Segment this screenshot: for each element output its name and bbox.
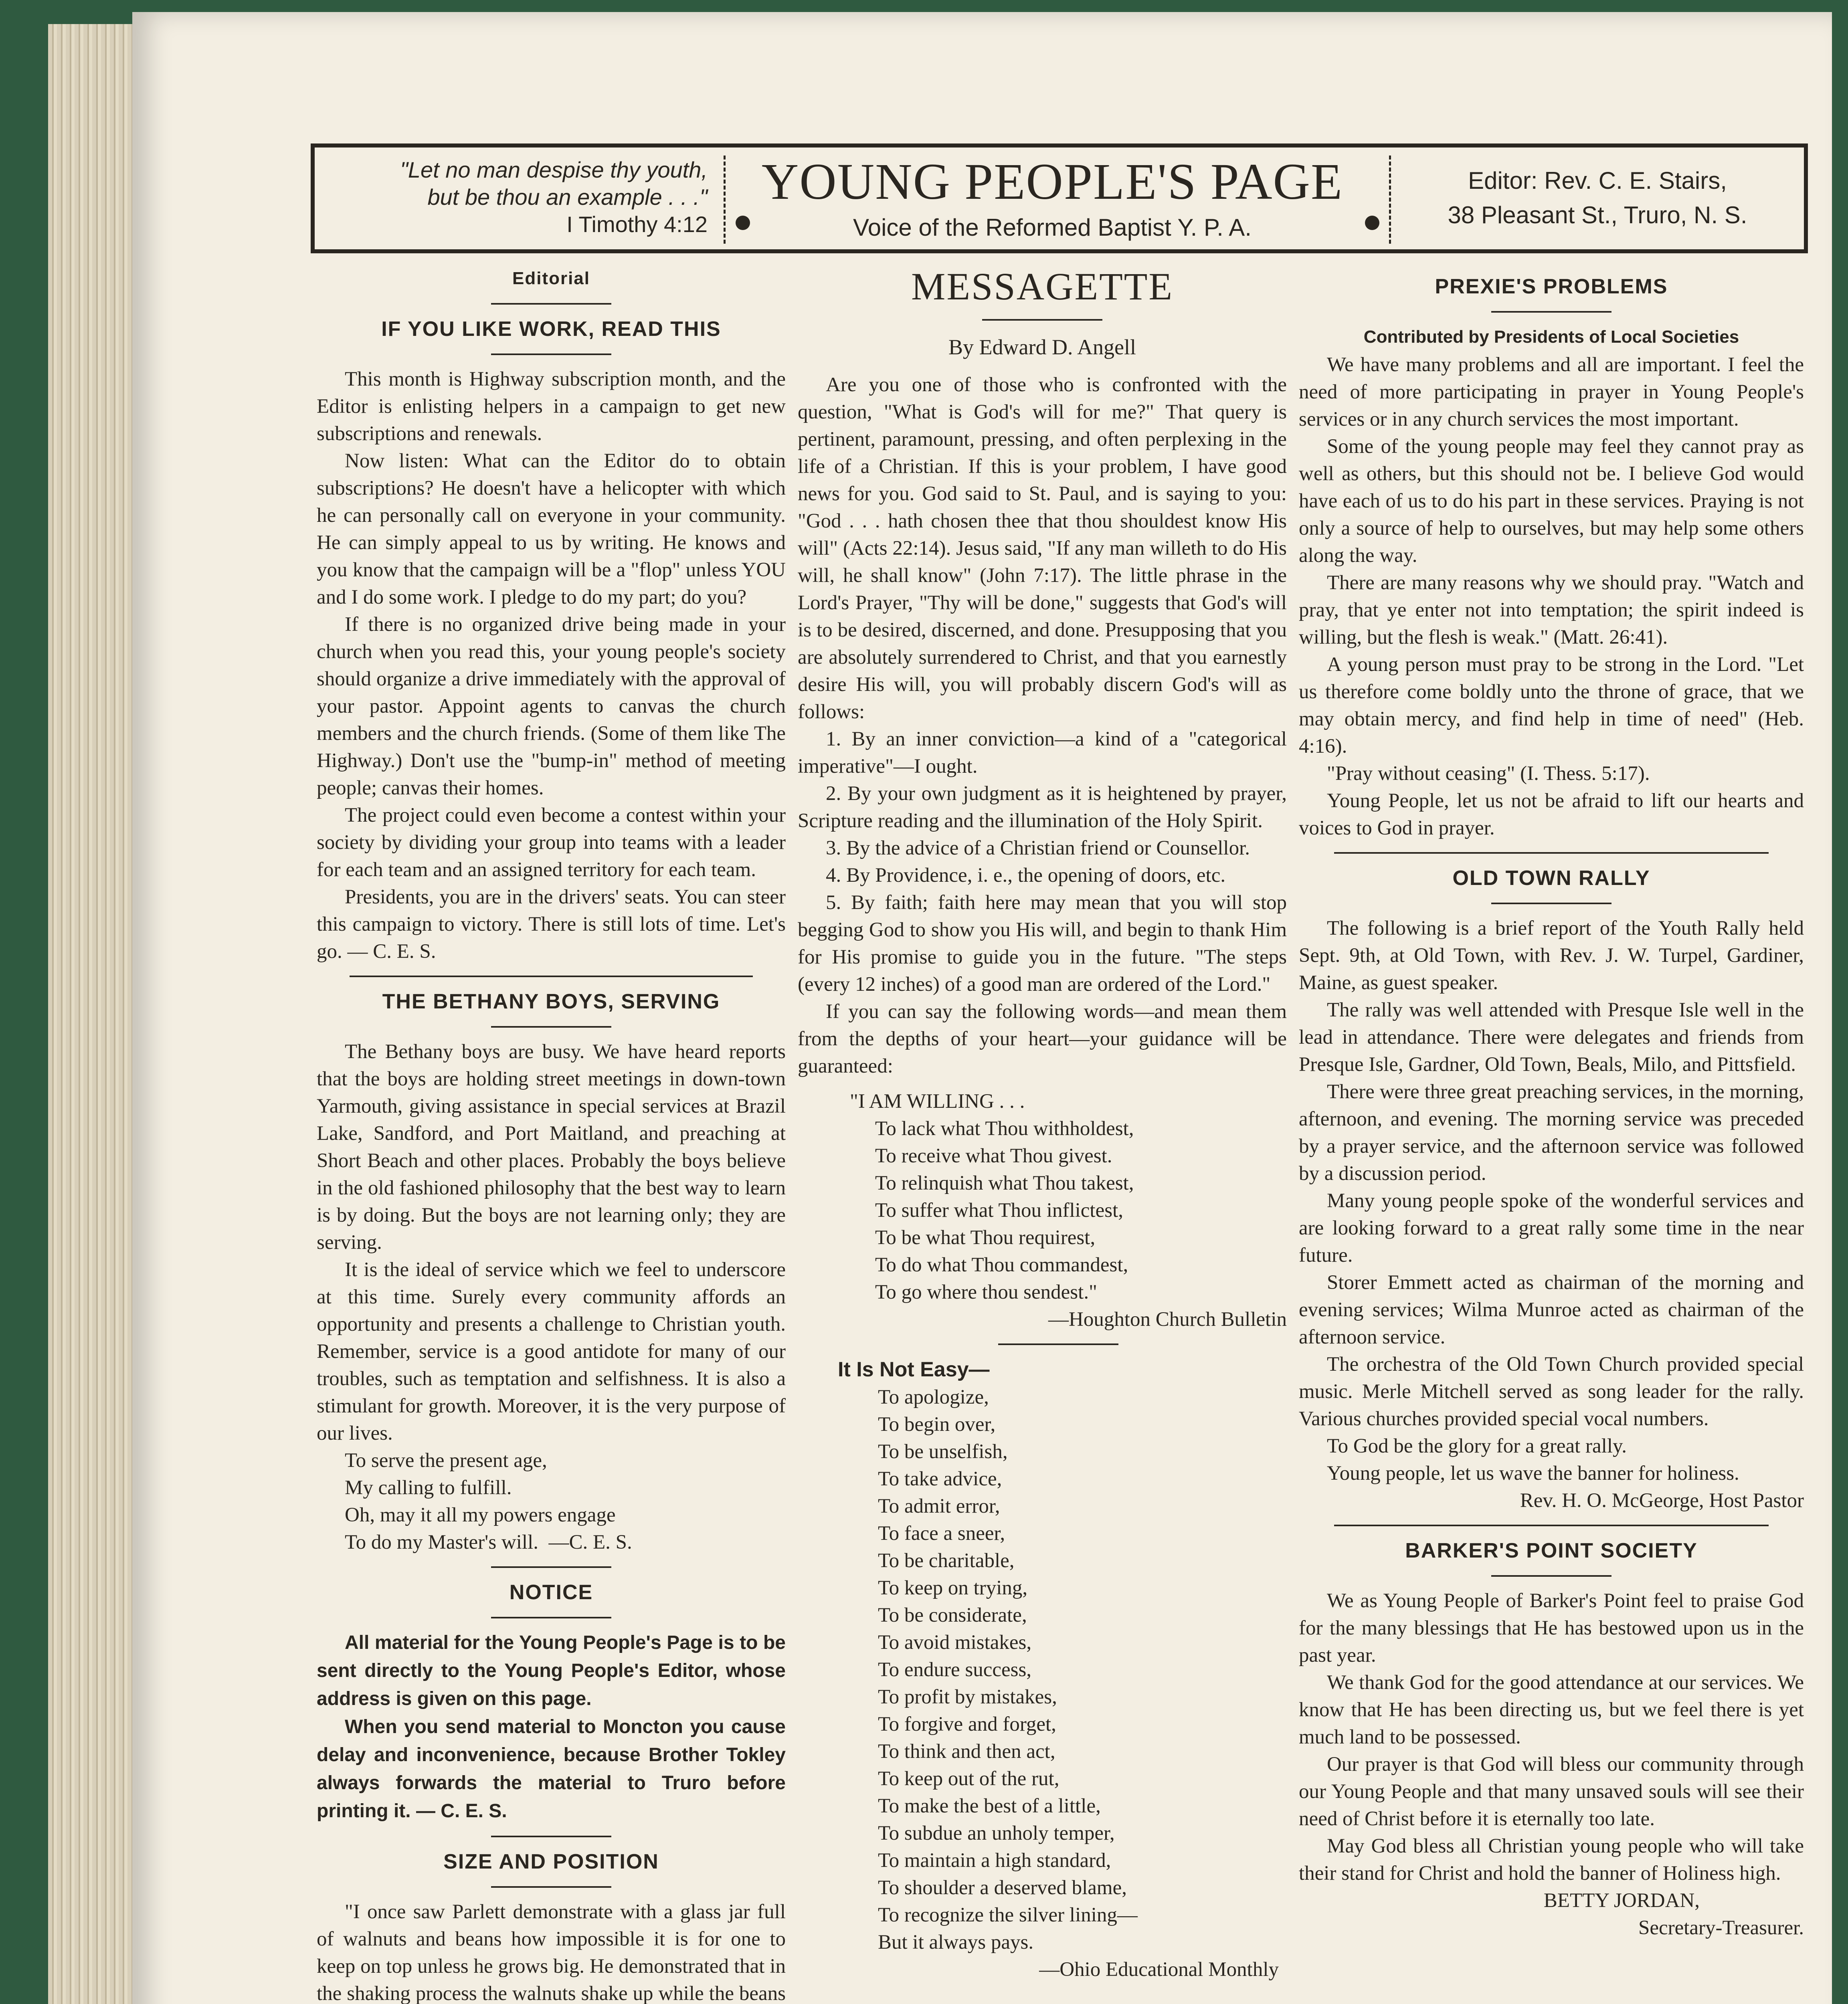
paragraph: May God bless all Christian young people who will take their stand for Christ and hold the banner of Holiness high. [1299, 1835, 1804, 1885]
paragraph: The rally was well attended with Presque Isle well in the lead in attendance. There were delegates and friends from Presque Isle, Gardner, Old Town, Beals, Milo, and Pittsfield. [1299, 999, 1804, 1076]
rule [491, 303, 611, 305]
rule [491, 1026, 611, 1028]
section-label: Editorial [512, 269, 590, 288]
list-item: 4. By Providence, i. e., the opening of doors, etc. [826, 864, 1226, 887]
rule [1491, 311, 1611, 313]
heading-old-town-rally: OLD TOWN RALLY [1452, 867, 1650, 890]
heading-if-you-like-work: IF YOU LIKE WORK, READ THIS [381, 317, 721, 341]
paragraph: Young People, let us not be afraid to lift our hearts and voices to God in prayer. [1299, 790, 1804, 839]
paragraph: Young people, let us wave the banner for holiness. [1327, 1462, 1739, 1485]
paragraph: The following is a brief report of the Youth Rally held Sept. 9th, at Old Town, with Rev. J. W. Turpel, Gardiner, Maine, as guest speaker. [1299, 917, 1804, 994]
paragraph: We as Young People of Barker's Point feel to praise God for the many blessings that He has bestowed upon us in the past year. [1299, 1590, 1804, 1667]
paragraph: "Pray without ceasing" (I. Thess. 5:17). [1327, 762, 1650, 785]
paragraph: Many young people spoke of the wonderful services and are looking forward to a great rally some time in the near future. [1299, 1190, 1804, 1267]
poem-serve: To serve the present age, My calling to fulfill. Oh, may it all my powers engage To do my Master's will. —C. E. S. [345, 1449, 632, 1554]
masthead-title-block [728, 152, 1377, 244]
paragraph: The orchestra of the Old Town Church provided special music. Merle Mitchell served as song leader for the rally. Various churches provided special vocal numbers. [1299, 1353, 1804, 1430]
paragraph: "I once saw Parlett demonstrate with a glass jar full of walnuts and beans how impossible it is for one to keep on top unless he grows big. He demonstrated that in the shaking process the walnuts shake up while the beans [317, 1901, 786, 2004]
poem-it-is-not-easy: To apologize, To begin over, To be unselfish, To take advice, To admit error, To face a sneer, To be charitable, To keep on trying, To be considerate, To avoid mistakes, To endure success, To profit by mistakes, To forgive and forget, To think and then act, To keep out of the rut, To make the best of a little, To subdue an unholy temper, To maintain a high standard, To shoulder a deserved blame, To recognize the silver lining— But it always pays. [878, 1386, 1138, 1953]
poem-i-am-willing: "I AM WILLING . . . To lack what Thou withholdest, To receive what Thou givest. To relinquish what Thou takest, To suffer what Thou inflictest, To be what Thou requirest, To do what Thou commandest, To go where thou sendest." [850, 1090, 1134, 1303]
page-title: YOUNG PEOPLE'S PAGE [761, 153, 1343, 210]
heading-notice: NOTICE [509, 1581, 593, 1604]
column-prexies-problems [1299, 265, 1804, 1941]
rule [491, 1617, 611, 1618]
paragraph: We thank God for the good attendance at our services. We know that He has been directing us, but we feel there is yet much land to be possessed. [1299, 1671, 1804, 1748]
signature: BETTY JORDAN, [1543, 1889, 1700, 1912]
heading-it-is-not-easy: It Is Not Easy— [838, 1358, 990, 1381]
list-item: 5. By faith; faith here may mean that you will stop begging God to show you His will, and begin to thank Him for His promise to guide you in the future. "The steps (every 12 inches) of a good man are ordered of the Lord." [798, 891, 1287, 996]
attribution: —Houghton Church Bulletin [1048, 1308, 1287, 1331]
masthead [311, 143, 1808, 253]
paragraph: There were three great preaching services, in the morning, afternoon, and evening. The morning service was preceded by a prayer service, and the afternoon service was followed by a discussion period. [1299, 1081, 1804, 1185]
paragraph: There are many reasons why we should pray. "Watch and pray, that ye enter not into temptation; the spirit indeed is willing, but the flesh is weak." (Matt. 26:41). [1299, 572, 1804, 648]
column-editorial [317, 265, 786, 2004]
notice-paragraph: When you send material to Moncton you cause delay and inconvenience, because Brother Tokley always forwards the material to Truro before printing it. — C. E. S. [317, 1716, 786, 1822]
list-item: 1. By an inner conviction—a kind of a "categorical imperative"—I ought. [798, 728, 1287, 778]
paragraph: Now listen: What can the Editor do to obtain subscriptions? He doesn't have a helicopter with which he can personally call on everyone in your community. He can simply appeal to us by writing. He knows and you know that the campaign will be a "flop" unless YOU and I do some work. I pledge to do my part; do you? [317, 450, 786, 608]
paragraph: To God be the glory for a great rally. [1327, 1435, 1627, 1457]
heading-barkers-point: BARKER'S POINT SOCIETY [1405, 1539, 1698, 1562]
heading-messagette: MESSAGETTE [911, 265, 1173, 308]
rule [491, 1886, 611, 1888]
contributed-note: Contributed by Presidents of Local Societies [1363, 327, 1739, 347]
divider-left [716, 156, 726, 244]
rule [1491, 903, 1611, 904]
rule [1334, 1525, 1769, 1526]
notice-block [317, 1629, 786, 1825]
attribution: —Ohio Educational Monthly [1039, 1958, 1279, 1981]
rule [491, 1836, 611, 1837]
heading-size-and-position: SIZE AND POSITION [443, 1850, 659, 1873]
signature: Secretary-Treasurer. [1638, 1917, 1804, 1939]
paragraph: We have many problems and all are important. I feel the need of more participating in prayer in Young People's services or in any church services the most important. [1299, 354, 1804, 430]
notice-paragraph: All material for the Young People's Page is to be sent directly to the Young People's Editor, whose address is given on this page. [317, 1632, 786, 1709]
paragraph: This month is Highway subscription month, and the Editor is enlisting helpers in a campaign to get new subscriptions and renewals. [317, 368, 786, 445]
page-subtitle: Voice of the Reformed Baptist Y. P. A. [853, 214, 1252, 241]
paragraph: The project could even become a contest within your society by dividing your group into teams with a leader for each team and an assigned territory for each team. [317, 804, 786, 881]
paragraph: It is the ideal of service which we feel to underscore at this time. Surely every community affords an opportunity and presents a challenge to Christian youth. Remember, service is a good antidote for many of our troubles, such as temptation and selfishness. It is also a stimulant for growth. Moreover, it is the very purpose of our lives. [317, 1259, 786, 1444]
list-item: 2. By your own judgment as it is heightened by prayer, Scripture reading and the illumination of the Holy Spirit. [798, 782, 1287, 832]
signature: Rev. H. O. McGeorge, Host Pastor [1520, 1489, 1804, 1512]
rule [491, 1566, 611, 1568]
rule [982, 319, 1102, 321]
masthead-editor: Editor: Rev. C. E. Stairs, 38 Pleasant St., Truro, N. S. [1448, 167, 1747, 228]
byline: By Edward D. Angell [948, 335, 1136, 359]
paragraph: If there is no organized drive being made in your church when you read this, your young people's society should organize a drive immediately with the approval of your pastor. Appoint agents to canvas the church members and the church friends. (Some of them like The Highway.) Don't use the "bump-in" method of meeting people; canvas their homes. [317, 613, 786, 799]
masthead-verse: "Let no man despise thy youth, but be thou an example . . ." I Timothy 4:12 [400, 157, 708, 237]
paragraph: Are you one of those who is confronted with the question, "What is God's will for me?" That query is pertinent, paramount, pressing, and often perplexing in the life of a Christian. If this is your problem, I have good news for you. God said to St. Paul, and is saying to you: "God . . . hath chosen thee that thou shouldest know His will" (Acts 22:14). Jesus said, "If any man willeth to do His will, he shall know" (John 7:17). The little phrase in the Lord's Prayer, "Thy will be done," suggests that God's will is to be desired, discerned, and done. Presupposing that you are absolutely surrendered to Christ, and that you earnestly desire His will, you will probably discern God's will as follows: [798, 374, 1287, 723]
list-item: 3. By the advice of a Christian friend or Counsellor. [826, 837, 1250, 859]
rule [1334, 852, 1769, 854]
heading-prexies-problems: PREXIE'S PROBLEMS [1435, 275, 1668, 298]
rule [491, 354, 611, 355]
column-messagette [798, 265, 1287, 1983]
paragraph: Some of the young people may feel they cannot pray as well as others, but this should not be. I believe God would have each of us to do his part in these services. Praying is not only a source of help to ourselves, but may help some others along the way. [1299, 435, 1804, 567]
paragraph: Storer Emmett acted as chairman of the morning and evening services; Wilma Munroe acted as chairman of the afternoon service. [1299, 1271, 1804, 1348]
rule [1491, 1575, 1611, 1577]
paragraph: Presidents, you are in the drivers' seats. You can steer this campaign to victory. There is still lots of time. Let's go. — C. E. S. [317, 886, 786, 963]
book-page-edges [48, 24, 140, 2004]
paragraph: Our prayer is that God will bless our community through our Young People and that many unsaved souls will see their need of Christ before it is eternally too late. [1299, 1753, 1804, 1830]
paragraph: A young person must pray to be strong in the Lord. "Let us therefore come boldly unto the throne of grace, that we may obtain mercy, and find help in time of need" (Heb. 4:16). [1299, 653, 1804, 758]
rule [350, 976, 753, 977]
divider-right [1381, 156, 1391, 244]
rule [998, 1343, 1118, 1345]
paragraph: The Bethany boys are busy. We have heard reports that the boys are holding street meetings in down-town Yarmouth, giving assistance in special services at Brazil Lake, Sandford, and Port Maitland, and preaching at Short Beach and other places. Probably the boys believe in the old fashioned philosophy that the best way to learn is by doing. But the boys are not learning only; they are serving. [317, 1040, 786, 1254]
paragraph: If you can say the following words—and mean them from the depths of your heart—your guidance will be guaranteed: [798, 1000, 1287, 1077]
heading-bethany-boys: THE BETHANY BOYS, SERVING [382, 990, 720, 1013]
bullet-right [1365, 216, 1379, 230]
